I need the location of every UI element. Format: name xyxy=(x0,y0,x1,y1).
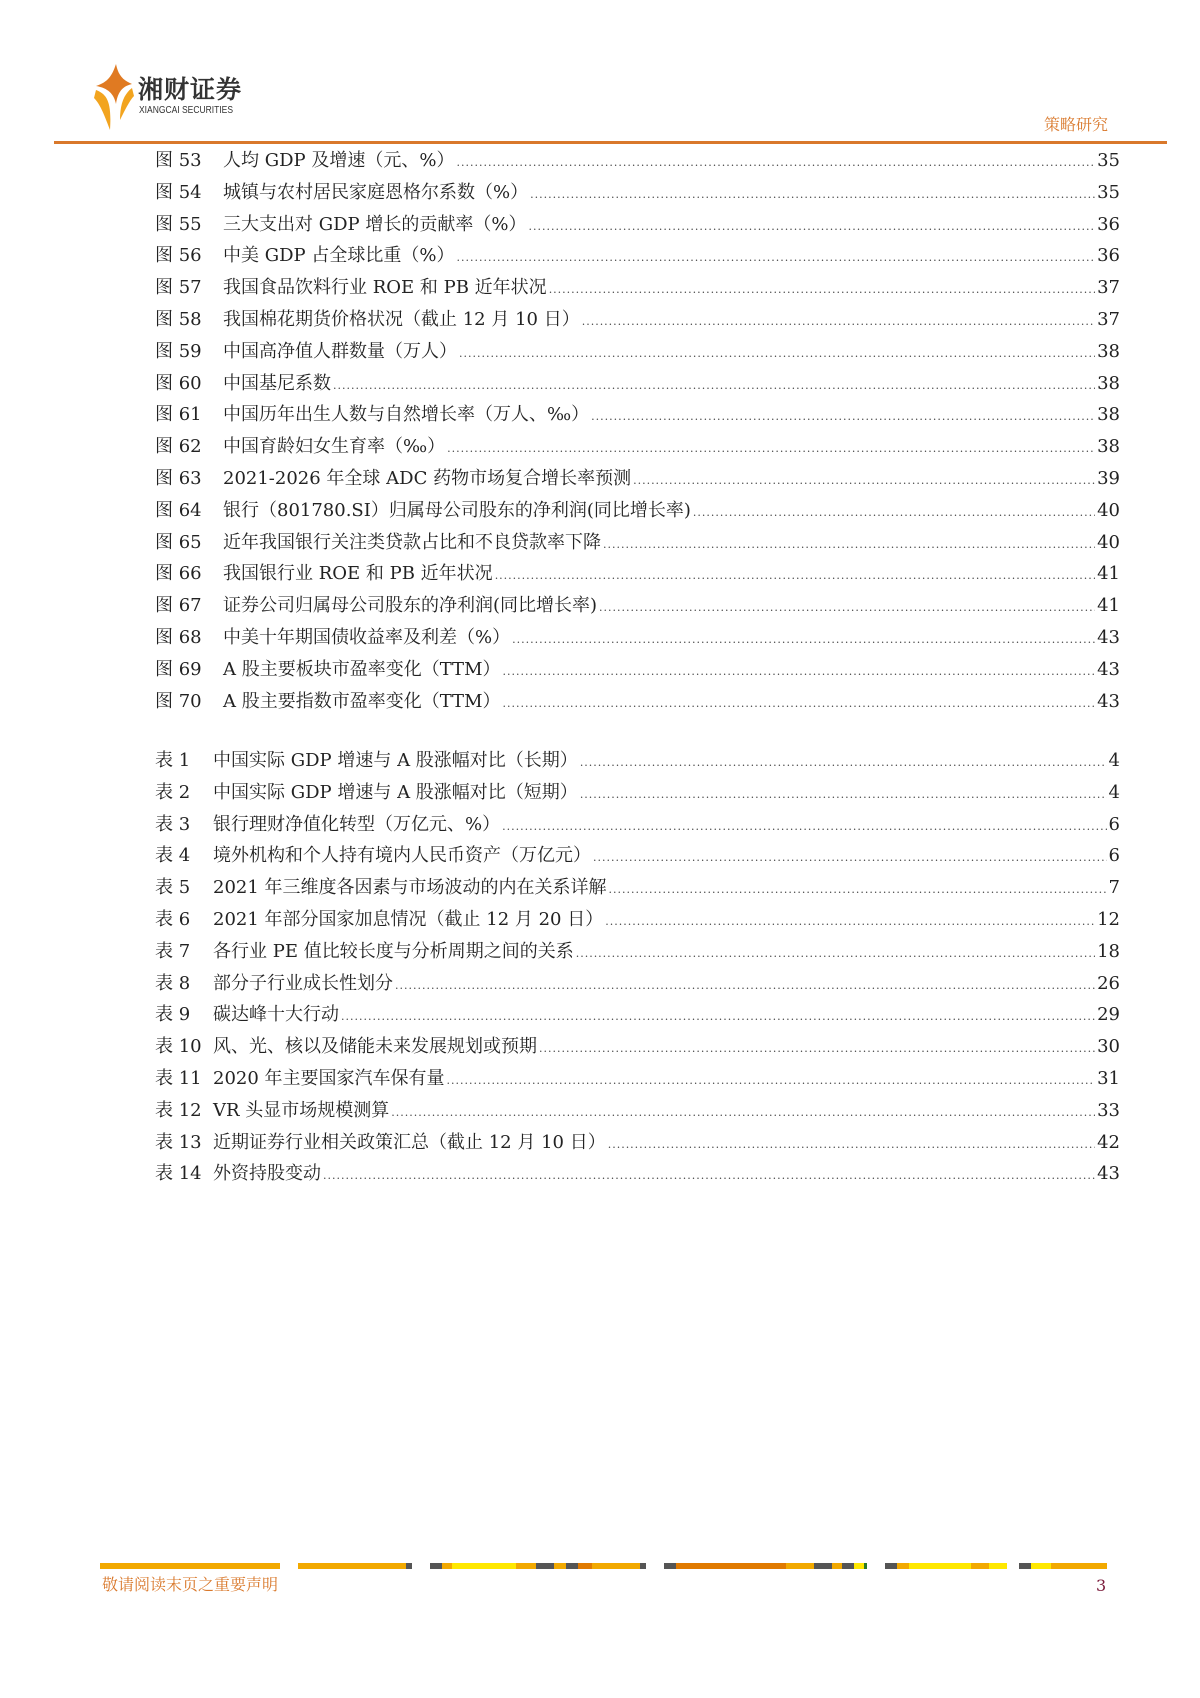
entry-title: 中美 GDP 占全球比重（%） xyxy=(223,245,455,267)
entry-label: 图 65 xyxy=(155,531,202,553)
entry-label: 图 64 xyxy=(155,499,202,521)
figure-index-entry[interactable] xyxy=(155,496,1120,528)
figure-index-entry[interactable] xyxy=(155,623,1120,655)
dot-leader xyxy=(591,410,1095,423)
entry-title: 三大支出对 GDP 增长的贡献率（%） xyxy=(223,213,527,235)
page-number: 3 xyxy=(1096,1576,1107,1595)
entry-page: 4 xyxy=(1108,781,1120,803)
entry-page: 35 xyxy=(1097,150,1120,171)
entry-page: 36 xyxy=(1097,213,1120,235)
entry-title: 我国棉花期货价格状况（截止 12 月 10 日） xyxy=(223,308,580,330)
entry-title: 我国银行业 ROE 和 PB 近年状况 xyxy=(223,563,493,585)
entry-page: 33 xyxy=(1097,1099,1120,1121)
entry-label: 图 57 xyxy=(155,277,202,299)
dot-leader xyxy=(502,820,1106,833)
entry-label: 图 68 xyxy=(155,626,202,648)
entry-page: 6 xyxy=(1108,813,1120,835)
entry-title: 外资持股变动 xyxy=(213,1163,321,1185)
entry-label: 图 55 xyxy=(155,213,202,235)
figure-index-entry[interactable] xyxy=(155,305,1120,337)
entry-label: 表 4 xyxy=(155,845,191,867)
dot-leader xyxy=(599,601,1095,614)
dot-leader xyxy=(633,474,1095,487)
entry-title: 城镇与农村居民家庭恩格尔系数（%） xyxy=(223,181,529,203)
entry-label: 表 2 xyxy=(155,781,191,803)
figure-index-entry[interactable] xyxy=(155,464,1120,496)
entry-title: 人均 GDP 及增速（元、%） xyxy=(223,150,455,171)
entry-label: 图 62 xyxy=(155,436,202,458)
entry-page: 43 xyxy=(1097,1163,1120,1185)
entry-page: 7 xyxy=(1108,877,1120,899)
entry-label: 图 60 xyxy=(155,372,202,394)
entry-page: 37 xyxy=(1097,277,1120,299)
entry-title: 中国高净值人群数量（万人） xyxy=(223,340,457,362)
dot-leader xyxy=(580,756,1107,769)
entry-page: 40 xyxy=(1097,531,1120,553)
dot-leader xyxy=(395,979,1095,992)
dot-leader xyxy=(593,851,1107,864)
entry-label: 表 3 xyxy=(155,813,191,835)
entry-title: 银行（801780.SI）归属母公司股东的净利润(同比增长率) xyxy=(223,499,691,521)
entry-page: 38 xyxy=(1097,436,1120,458)
figure-index-entry[interactable] xyxy=(155,178,1120,210)
figure-index xyxy=(155,146,1120,718)
dot-leader xyxy=(447,1074,1096,1087)
dot-leader xyxy=(391,1106,1095,1119)
dot-leader xyxy=(456,251,1095,264)
entry-page: 38 xyxy=(1097,404,1120,426)
dot-leader xyxy=(333,379,1095,392)
entry-label: 表 10 xyxy=(155,1036,202,1058)
table-index-entry[interactable] xyxy=(155,937,1120,969)
entry-page: 39 xyxy=(1097,467,1120,489)
dot-leader xyxy=(530,188,1095,201)
entry-label: 图 56 xyxy=(155,245,202,267)
table-index-entry[interactable] xyxy=(155,873,1120,905)
entry-page: 18 xyxy=(1097,940,1120,962)
entry-page: 37 xyxy=(1097,308,1120,330)
entry-label: 表 6 xyxy=(155,908,191,930)
entry-page: 43 xyxy=(1097,658,1120,680)
table-index-entry[interactable] xyxy=(155,1128,1120,1160)
entry-title: 中国育龄妇女生育率（‰） xyxy=(223,436,446,458)
entry-label: 表 7 xyxy=(155,940,191,962)
table-index-entry[interactable] xyxy=(155,810,1120,842)
table-index-entry[interactable] xyxy=(155,746,1120,778)
entry-label: 表 14 xyxy=(155,1163,202,1185)
entry-title: 中国实际 GDP 增速与 A 股涨幅对比（长期） xyxy=(213,750,578,771)
table-index-entry[interactable] xyxy=(155,778,1120,810)
entry-page: 43 xyxy=(1097,690,1120,712)
entry-label: 表 11 xyxy=(155,1067,202,1089)
dot-leader xyxy=(580,788,1107,801)
footer-color-bar xyxy=(100,1563,1113,1569)
entry-label: 图 61 xyxy=(155,404,202,426)
dot-leader xyxy=(608,1138,1095,1151)
dot-leader xyxy=(605,915,1095,928)
figure-index-entry[interactable] xyxy=(155,400,1120,432)
dot-leader xyxy=(503,697,1096,710)
logo-text-en: XIANGCAI SECURITIES xyxy=(139,105,233,116)
entry-page: 38 xyxy=(1097,340,1120,362)
entry-page: 4 xyxy=(1108,750,1120,771)
table-index-entry[interactable] xyxy=(155,1064,1120,1096)
entry-label: 图 67 xyxy=(155,595,202,617)
dot-leader xyxy=(456,156,1095,169)
dot-leader xyxy=(693,506,1095,519)
entry-label: 图 53 xyxy=(155,150,202,171)
entry-page: 12 xyxy=(1097,908,1120,930)
figure-index-entry[interactable] xyxy=(155,210,1120,242)
entry-page: 41 xyxy=(1097,595,1120,617)
dot-leader xyxy=(549,283,1095,296)
dot-leader xyxy=(503,665,1096,678)
entry-title: 2021 年部分国家加息情况（截止 12 月 20 日） xyxy=(213,908,604,930)
entry-title: 2021 年三维度各因素与市场波动的内在关系详解 xyxy=(213,877,607,899)
entry-page: 40 xyxy=(1097,499,1120,521)
figure-index-entry[interactable] xyxy=(155,528,1120,560)
entry-label: 表 13 xyxy=(155,1131,202,1153)
dot-leader xyxy=(495,569,1095,582)
dot-leader xyxy=(459,347,1095,360)
figure-index-entry[interactable] xyxy=(155,655,1120,687)
table-index-entry[interactable] xyxy=(155,1159,1120,1191)
dot-leader xyxy=(603,538,1095,551)
company-logo xyxy=(94,64,254,134)
entry-page: 42 xyxy=(1097,1131,1120,1153)
entry-page: 36 xyxy=(1097,245,1120,267)
dot-leader xyxy=(447,442,1095,455)
entry-label: 表 5 xyxy=(155,877,191,899)
entry-label: 表 9 xyxy=(155,1004,191,1026)
entry-title: 中国历年出生人数与自然增长率（万人、‰） xyxy=(223,404,590,426)
entry-label: 图 59 xyxy=(155,340,202,362)
dot-leader xyxy=(528,220,1095,233)
entry-title: 中国实际 GDP 增速与 A 股涨幅对比（短期） xyxy=(213,781,578,803)
entry-title: 银行理财净值化转型（万亿元、%） xyxy=(213,813,501,835)
entry-title: 2020 年主要国家汽车保有量 xyxy=(213,1067,445,1089)
table-index-entry[interactable] xyxy=(155,1000,1120,1032)
entry-page: 43 xyxy=(1097,626,1120,648)
table-index-entry[interactable] xyxy=(155,1096,1120,1128)
entry-page: 38 xyxy=(1097,372,1120,394)
dot-leader xyxy=(582,315,1095,328)
figure-index-entry[interactable] xyxy=(155,241,1120,273)
entry-title: 中美十年期国债收益率及利差（%） xyxy=(223,626,511,648)
entry-page: 31 xyxy=(1097,1067,1120,1089)
dot-leader xyxy=(609,883,1107,896)
entry-title: A 股主要板块市盈率变化（TTM） xyxy=(223,658,501,680)
entry-title: 近年我国银行关注类贷款占比和不良贷款率下降 xyxy=(223,531,601,553)
entry-title: 风、光、核以及储能未来发展规划或预期 xyxy=(213,1036,537,1058)
figure-index-entry[interactable] xyxy=(155,432,1120,464)
entry-title: 证券公司归属母公司股东的净利润(同比增长率) xyxy=(223,595,598,617)
entry-title: A 股主要指数市盈率变化（TTM） xyxy=(223,690,501,712)
section-label: 策略研究 xyxy=(1043,115,1108,134)
dot-leader xyxy=(576,947,1095,960)
dot-leader xyxy=(323,1169,1095,1182)
entry-title: 碳达峰十大行动 xyxy=(213,1004,339,1026)
entry-label: 图 63 xyxy=(155,467,202,489)
entry-page: 6 xyxy=(1108,845,1120,867)
entry-page: 30 xyxy=(1097,1036,1120,1058)
entry-page: 41 xyxy=(1097,563,1120,585)
figure-index-entry[interactable] xyxy=(155,146,1120,178)
disclaimer-note: 敬请阅读末页之重要声明 xyxy=(102,1575,279,1594)
dot-leader xyxy=(512,633,1095,646)
entry-title: VR 头显市场规模测算 xyxy=(213,1099,390,1121)
figure-index-entry[interactable] xyxy=(155,559,1120,591)
entry-title: 各行业 PE 值比较长度与分析周期之间的关系 xyxy=(213,940,574,962)
entry-label: 表 12 xyxy=(155,1099,202,1121)
figure-index-entry[interactable] xyxy=(155,687,1120,719)
table-index-entry[interactable] xyxy=(155,969,1120,1001)
entry-title: 境外机构和个人持有境内人民币资产（万亿元） xyxy=(213,845,591,867)
figure-index-entry[interactable] xyxy=(155,337,1120,369)
entry-label: 表 1 xyxy=(155,750,191,771)
table-index-entry[interactable] xyxy=(155,1032,1120,1064)
entry-page: 26 xyxy=(1097,972,1120,994)
table-index-entry[interactable] xyxy=(155,905,1120,937)
entry-title: 2021-2026 年全球 ADC 药物市场复合增长率预测 xyxy=(223,467,632,489)
dot-leader xyxy=(539,1042,1095,1055)
table-index-entry[interactable] xyxy=(155,841,1120,873)
figure-index-entry[interactable] xyxy=(155,369,1120,401)
entry-title: 近期证券行业相关政策汇总（截止 12 月 10 日） xyxy=(213,1131,606,1153)
logo-text-cn: 湘财证券 xyxy=(138,75,243,104)
entry-label: 图 54 xyxy=(155,181,202,203)
table-index xyxy=(155,746,1120,1191)
header-divider xyxy=(54,141,1167,144)
entry-title: 部分子行业成长性划分 xyxy=(213,972,393,994)
entry-label: 图 69 xyxy=(155,658,202,680)
logo-mark-icon xyxy=(94,64,134,130)
entry-title: 中国基尼系数 xyxy=(223,372,331,394)
entry-title: 我国食品饮料行业 ROE 和 PB 近年状况 xyxy=(223,277,547,299)
entry-label: 图 66 xyxy=(155,563,202,585)
entry-label: 表 8 xyxy=(155,972,191,994)
dot-leader xyxy=(341,1010,1095,1023)
entry-page: 35 xyxy=(1097,181,1120,203)
entry-page: 29 xyxy=(1097,1004,1120,1026)
entry-label: 图 58 xyxy=(155,308,202,330)
figure-index-entry[interactable] xyxy=(155,273,1120,305)
figure-index-entry[interactable] xyxy=(155,591,1120,623)
entry-label: 图 70 xyxy=(155,690,202,712)
